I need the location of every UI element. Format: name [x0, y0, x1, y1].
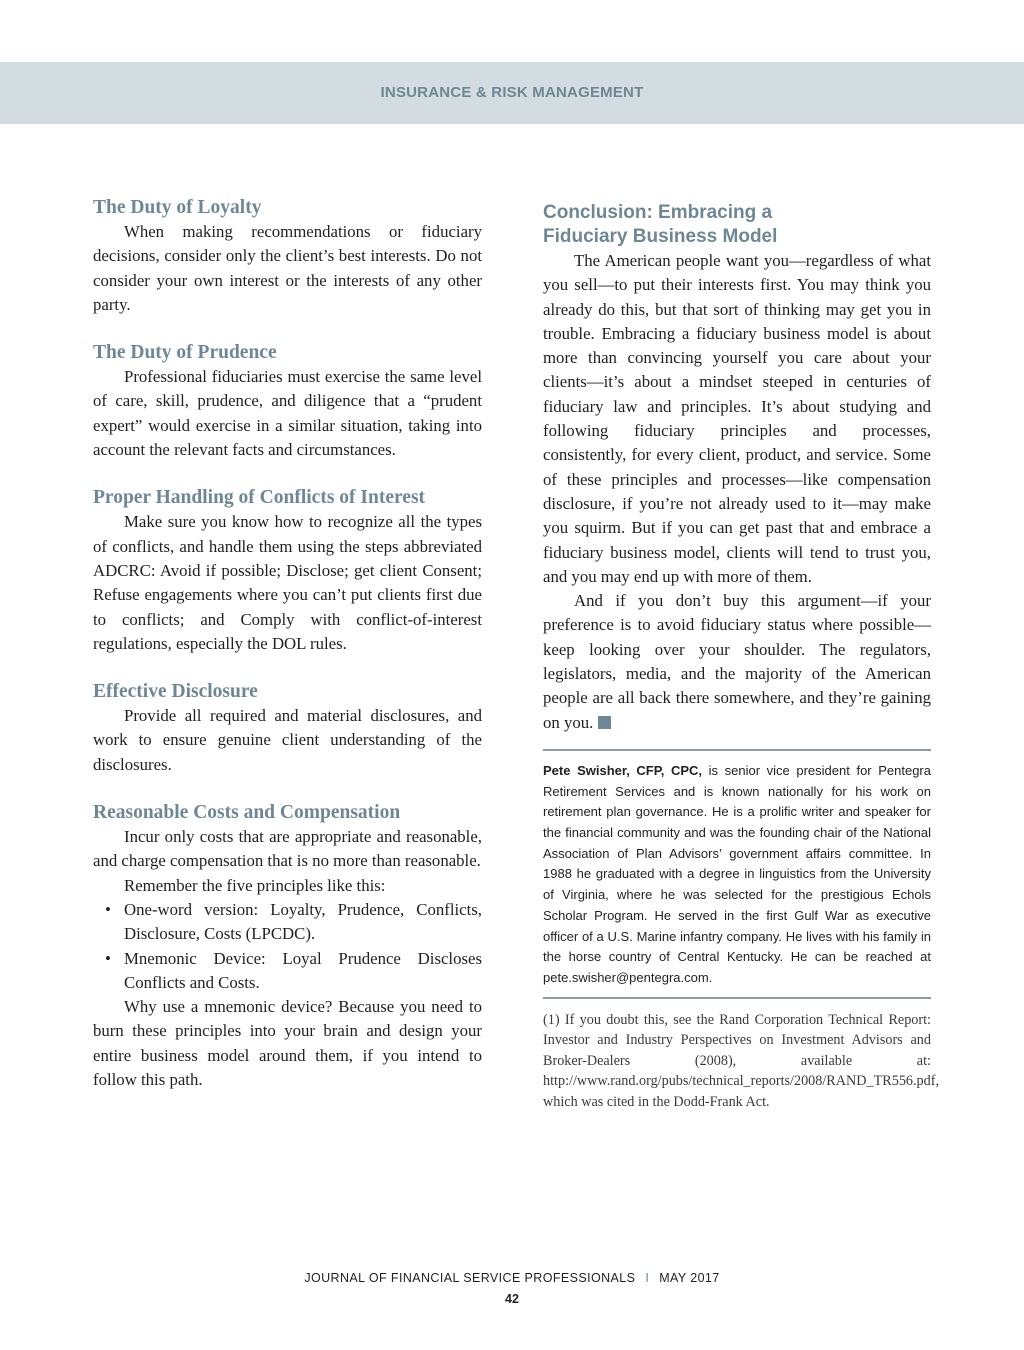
issue-date: MAY 2017	[659, 1271, 720, 1285]
paragraph-remember-principles: Remember the five principles like this:	[124, 875, 386, 895]
paragraph-why-mnemonic: Why use a mnemonic device? Because you need to burn these principles into your brain and design your entire business model around them, if you intend to follow this path.	[93, 997, 482, 1090]
heading-reasonable-costs: Reasonable Costs and Compensation	[93, 802, 401, 824]
left-column	[93, 196, 482, 1092]
paragraph-duty-of-prudence: Professional fiduciaries must exercise the same level of care, skill, prudence, and diligence that a “prudent expert” would exercise in a similar situation, taking into account the relevant facts and circumstances.	[93, 367, 482, 460]
footer-separator: I	[645, 1271, 650, 1285]
heading-conclusion-line2: Fiduciary Business Model	[543, 226, 778, 247]
journal-name: JOURNAL OF FINANCIAL SERVICE PROFESSIONALS	[304, 1271, 636, 1285]
principles-list	[93, 898, 482, 995]
section-title: INSURANCE & RISK MANAGEMENT	[380, 84, 644, 101]
heading-effective-disclosure: Effective Disclosure	[93, 681, 258, 703]
paragraph-conclusion-2: And if you don’t buy this argument—if your preference is to avoid fiduciary status where possible—keep looking over your shoulder. The regulators, legislators, media, and the majority of the American people are all back there somewhere, and they’re gaining on you.	[543, 591, 931, 732]
heading-duty-of-loyalty: The Duty of Loyalty	[93, 197, 262, 218]
author-bio	[543, 761, 931, 989]
paragraph-duty-of-loyalty: When making recommendations or fiduciary decisions, consider only the client’s best interests. Do not consider your own interest or the interests of any other party.	[93, 222, 482, 314]
page-number: 42	[505, 1292, 519, 1306]
heading-duty-of-prudence: The Duty of Prudence	[93, 342, 277, 364]
paragraph-reasonable-costs: Incur only costs that are appropriate and reasonable, and charge compensation that is no more than reasonable.	[93, 827, 482, 871]
heading-conclusion-line1: Conclusion: Embracing a	[543, 202, 773, 223]
journal-footer	[0, 1271, 1024, 1285]
paragraph-conflicts-of-interest: Make sure you know how to recognize all the types of conflicts, and handle them using the steps abbreviated ADCRC: Avoid if possible; Disclose; get client Consent; Refuse engagements where you can’t put clients first due to conflicts; and Comply with conflict-of-interest regulations, especially the DOL rules.	[93, 512, 482, 653]
paragraph-conclusion-1: The American people want you—regardless of what you sell—to put their interests first. You may think you already do this, but that sort of thinking may get you in trouble. Embracing a fiduciary business model is about more than convincing yourself you care about your clients—it’s about a mindset steeped in centuries of fiduciary law and principles. It’s about studying and following fiduciary principles and processes, consistently, for every client, product, and service. Some of these principles and processes—like compensation disclosure, if you’re not already used to it—may make you squirm. But if you can get past that and embrace a fiduciary business model, clients will tend to trust you, and you may end up with more of them.	[543, 251, 931, 586]
list-item: • Mnemonic Device: Loyal Prudence Discloses Conflicts and Costs.	[105, 948, 482, 992]
end-of-article-icon	[598, 716, 611, 729]
author-bio-text: is senior vice president for Pentegra Retirement Services and is known nationally for his work on retirement plan governance. He is a prolific writer and speaker for the financial community and was the founding chair of the National Association of Plan Advisors’ government affairs committee. In 1988 he graduated with a degree in linguistics from the University of Virginia, where he was selected for the prestigious Echols Scholar Program. He served in the first Gulf War as executive officer of a U.S. Marine infantry company. He lives with his family in the horse country of Central Kentucky. He can be reached at pete.swisher@pentegra.com.	[543, 762, 931, 985]
footnote: (1) If you doubt this, see the Rand Corporation Technical Report: Investor and Industry Perspectives on Investment Advisors and Broker-Dealers (2008), available at: http://www.rand.org/pubs/technical_reports/2008/RAND_TR556.pdf, which was cited in the Dodd-Frank Act.	[543, 1011, 940, 1110]
bullet-icon: •	[105, 948, 111, 968]
heading-conflicts-of-interest: Proper Handling of Conflicts of Interest	[93, 487, 426, 509]
author-name: Pete Swisher, CFP, CPC,	[543, 762, 703, 778]
bullet-icon: •	[105, 899, 111, 919]
heading-conclusion	[543, 201, 931, 249]
paragraph-effective-disclosure: Provide all required and material disclosures, and work to ensure genuine client understanding of the disclosures.	[93, 706, 482, 774]
list-item: • One-word version: Loyalty, Prudence, Conflicts, Disclosure, Costs (LPCDC).	[105, 899, 482, 944]
right-column	[543, 196, 940, 1112]
